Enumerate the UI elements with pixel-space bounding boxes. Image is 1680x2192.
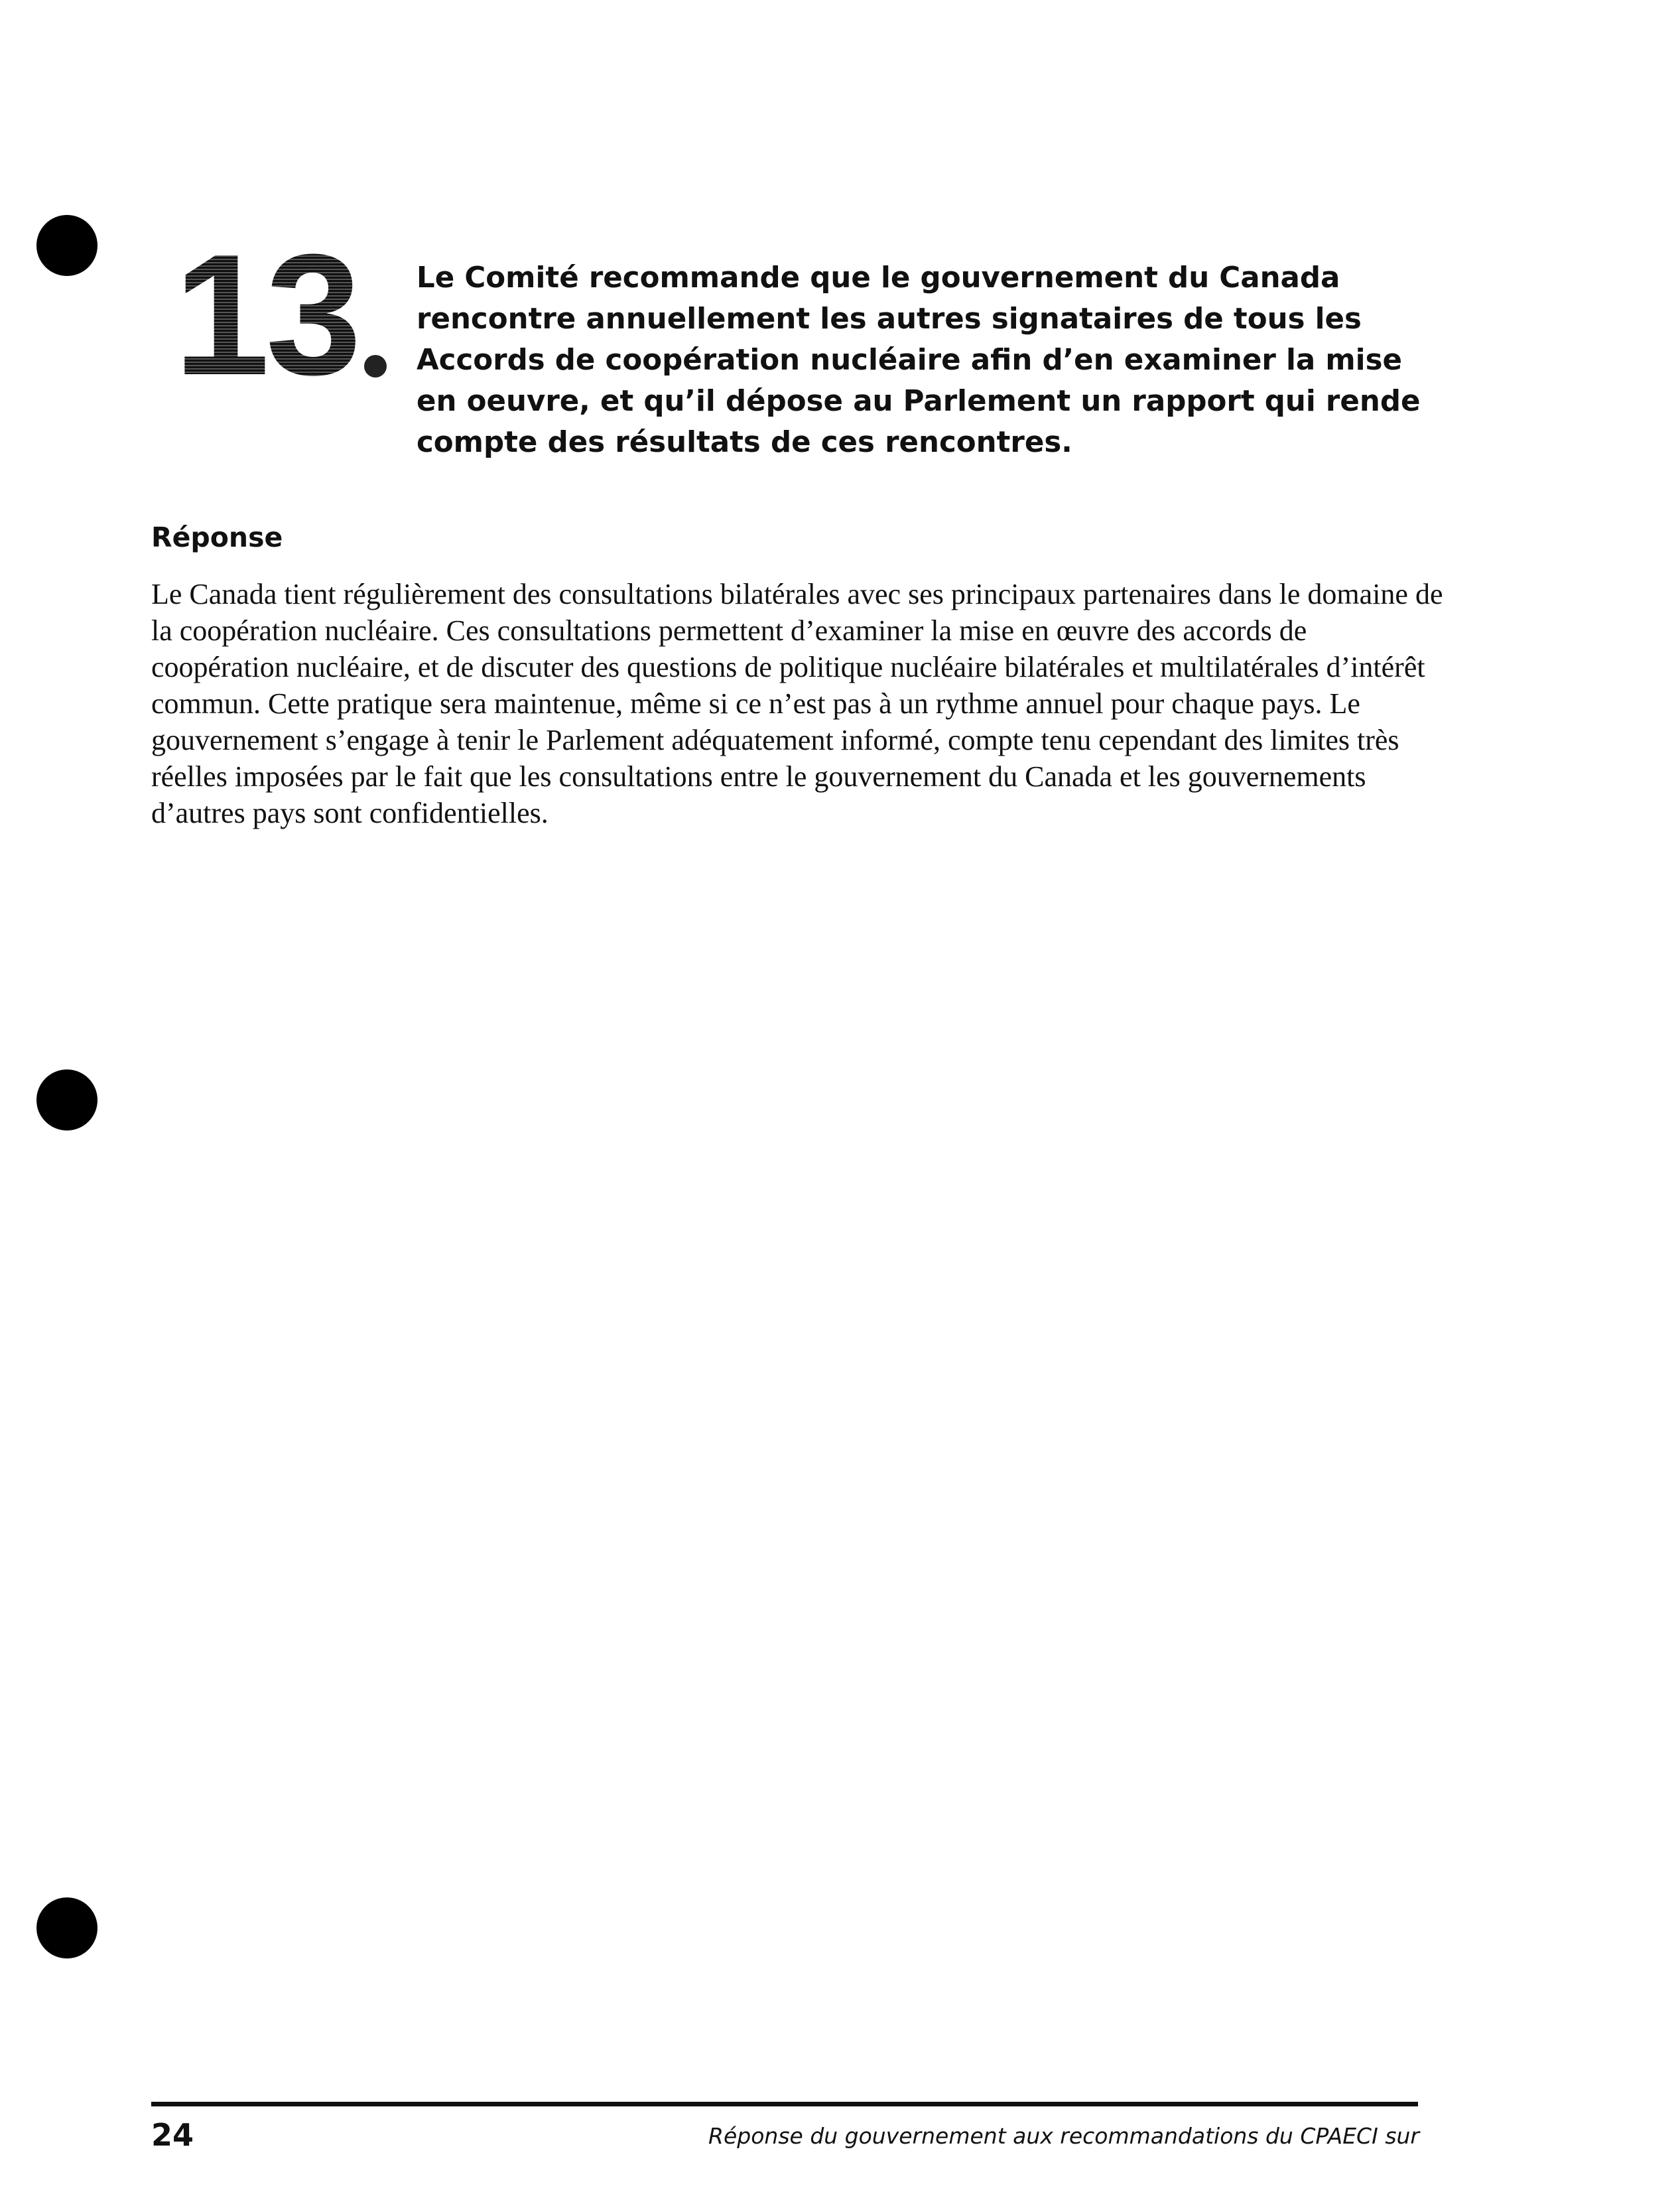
recommendation-text: Le Comité recommande que le gouvernement du Canada rencontre annuellement les autres signataires de tous les Accords de coopération nucléaire afin d’en examiner la mise en oeuvre, et qu’il dépose au Parlement un rapport qui rende compte des résultats de ces rencontres. bbox=[417, 261, 1421, 459]
binder-hole-top bbox=[36, 215, 97, 276]
recommendation-number-dot bbox=[364, 355, 387, 377]
response-body: Le Canada tient régulièrement des consultations bilatérales avec ses principaux partenaires dans le domaine de la coopération nucléaire. Ces consultations permettent d’examiner la mise en œuvre des accords de coopération nucléaire, et de discuter des questions de politique nucléaire bilatérales et multilatérales d’intérêt commun. Cette pratique sera maintenue, même si ce n’est pas à un rythme annuel pour chaque pays. Le gouvernement s’engage à tenir le Parlement adéquatement informé, compte tenu cependant des limites très réelles imposées par le fait que les consultations entre le gouvernement du Canada et les gouvernements d’autres pays sont confidentielles. bbox=[151, 578, 1443, 829]
recommendation-number bbox=[174, 219, 387, 411]
footer-rule bbox=[151, 2102, 1418, 2106]
binder-hole-middle bbox=[36, 1069, 97, 1130]
response-heading: Réponse bbox=[151, 521, 283, 553]
binder-hole-bottom bbox=[36, 1897, 97, 1958]
running-footer: Réponse du gouvernement aux recommandations du CPAECI sur bbox=[708, 2123, 1419, 2149]
recommendation-number-digits: 13 bbox=[174, 219, 358, 411]
page-number: 24 bbox=[151, 2117, 194, 2153]
